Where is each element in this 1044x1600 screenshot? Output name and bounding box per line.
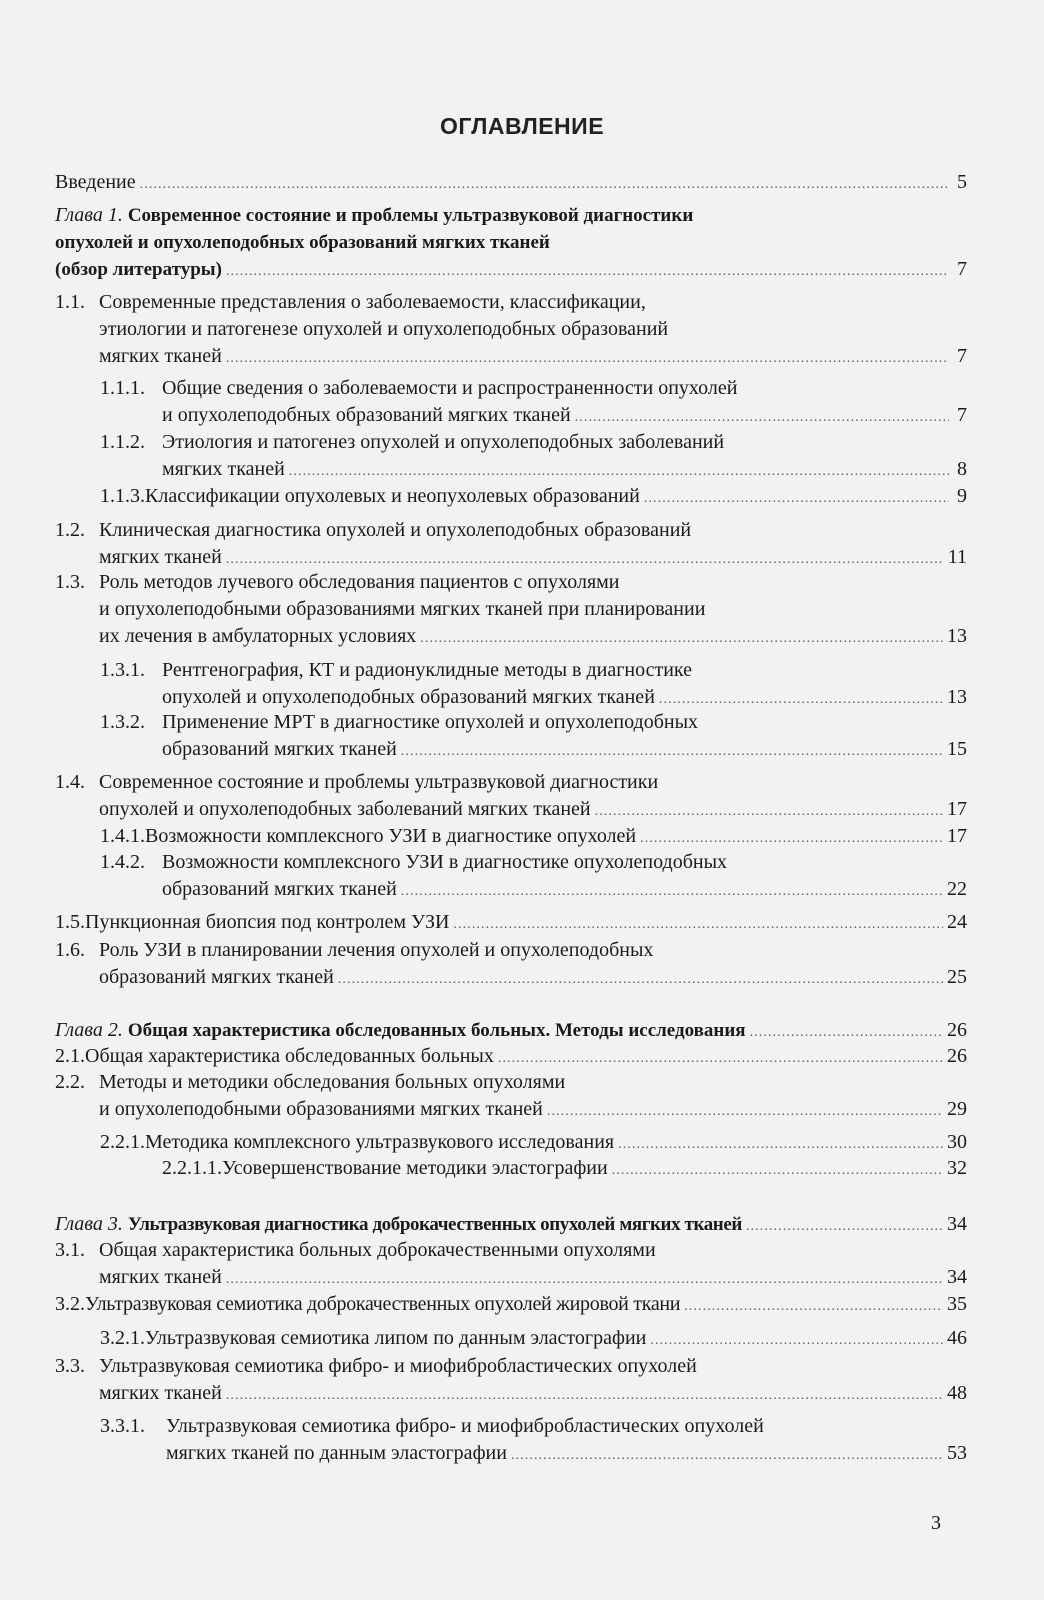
toc-entry-2-2[interactable]: 2.2. Методы и методики обследования больных опухолями и опухолеподобными образованиями мягких тканей . . . 29 bbox=[55, 1069, 967, 1125]
page-ref: 32 bbox=[947, 1157, 967, 1179]
page-ref: 7 bbox=[957, 404, 967, 426]
section-number: 1.3.1. bbox=[100, 659, 145, 681]
dot-leader bbox=[226, 256, 949, 285]
section-number: 3.3.1. bbox=[100, 1415, 145, 1437]
section-number: 3.3. bbox=[55, 1355, 85, 1377]
page-ref: 5 bbox=[957, 171, 967, 193]
toc-entry-1-4-1[interactable]: 1.4.1. Возможности комплексного УЗИ в диагностике опухолей . . . 17 bbox=[100, 823, 967, 852]
toc-entry-2-2-1-1[interactable]: 2.2.1.1. Усовершенствование методики эластографии . . . 32 bbox=[162, 1155, 967, 1184]
toc-entry-1-1-2[interactable]: 1.1.2. Этиология и патогенез опухолей и опухолеподобных заболеваний мягких тканей . . . 8 bbox=[100, 429, 967, 485]
dot-leader bbox=[612, 1155, 943, 1184]
section-number: 1.6. bbox=[55, 939, 85, 961]
section-number: 3.2.1. bbox=[100, 1327, 145, 1349]
toc-entry-1-3-1[interactable]: 1.3.1. Рентгенография, КТ и радионуклидные методы в диагностике опухолей и опухолеподобных образований мягких тканей . . . 13 bbox=[100, 657, 967, 713]
toc-heading: ОГЛАВЛЕНИЕ bbox=[439, 113, 605, 139]
page-ref: 34 bbox=[947, 1213, 967, 1235]
toc-entry-1-3-2[interactable]: 1.3.2. Применение МРТ в диагностике опухолей и опухолеподобных образований мягких тканей . . . 15 bbox=[100, 709, 967, 765]
chapter-title: Современное состояние и проблемы ультразвуковой диагностики bbox=[127, 205, 694, 226]
dot-leader bbox=[289, 456, 949, 485]
dot-leader bbox=[640, 823, 943, 852]
toc-entry-3-3[interactable]: 3.3. Ультразвуковая семиотика фибро- и миофибробластических опухолей мягких тканей . . . 48 bbox=[55, 1353, 967, 1409]
page-number: 3 bbox=[931, 1512, 941, 1534]
section-number: 3.2. bbox=[55, 1293, 85, 1315]
dot-leader bbox=[750, 1017, 943, 1046]
toc-entry-intro[interactable]: Введение . . . 5 bbox=[55, 169, 967, 198]
page-ref: 15 bbox=[947, 738, 967, 760]
toc-entry-3-1[interactable]: 3.1. Общая характеристика больных доброкачественными опухолями мягких тканей . . . 34 bbox=[55, 1237, 967, 1293]
page-ref: 25 bbox=[947, 966, 967, 988]
dot-leader bbox=[226, 343, 949, 372]
section-number: 1.4. bbox=[55, 771, 85, 793]
toc-entry-1-4[interactable]: 1.4. Современное состояние и проблемы ультразвуковой диагностики опухолей и опухолеподобных заболеваний мягких тканей . . . 17 bbox=[55, 769, 967, 825]
dot-leader bbox=[453, 909, 943, 938]
toc-entry-chapter-3[interactable] bbox=[55, 1211, 967, 1240]
page-ref: 7 bbox=[957, 345, 967, 367]
toc-entry-2-1[interactable]: 2.1. Общая характеристика обследованных больных . . . 26 bbox=[55, 1043, 967, 1072]
page-ref: 29 bbox=[947, 1098, 967, 1120]
dot-leader bbox=[226, 1380, 943, 1409]
page-ref: 53 bbox=[947, 1442, 967, 1464]
section-number: 1.4.2. bbox=[100, 851, 145, 873]
section-number: 2.2.1.1. bbox=[162, 1157, 222, 1179]
page-ref: 24 bbox=[947, 911, 967, 933]
section-number: 1.1.1. bbox=[100, 377, 145, 399]
dot-leader bbox=[595, 796, 943, 825]
section-number: 2.1. bbox=[55, 1045, 85, 1067]
toc-entry-1-4-2[interactable]: 1.4.2. Возможности комплексного УЗИ в диагностике опухолеподобных образований мягких тканей . . . 22 bbox=[100, 849, 967, 905]
section-number: 1.5. bbox=[55, 911, 85, 933]
page-ref: 11 bbox=[947, 546, 967, 568]
section-number: 1.1. bbox=[55, 291, 85, 313]
toc-entry-1-2[interactable]: 1.2. Клиническая диагностика опухолей и опухолеподобных образований мягких тканей . . . 11 bbox=[55, 517, 967, 573]
toc-entry-1-5[interactable]: 1.5. Пункционная биопсия под контролем УЗИ . . . 24 bbox=[55, 909, 967, 938]
page-ref: 30 bbox=[947, 1131, 967, 1153]
page-ref: 13 bbox=[947, 686, 967, 708]
section-number: 1.4.1. bbox=[100, 825, 145, 847]
section-number: 3.1. bbox=[55, 1239, 85, 1261]
section-number: 1.3.2. bbox=[100, 711, 145, 733]
page-ref: 35 bbox=[947, 1293, 967, 1315]
page-ref: 22 bbox=[947, 878, 967, 900]
section-number: 2.2. bbox=[55, 1071, 85, 1093]
dot-leader bbox=[575, 402, 949, 431]
toc-entry-1-1[interactable]: 1.1. Современные представления о заболеваемости, классификации, этиологии и патогенезе опухолей и опухолеподобных образований мягких тканей . . . 7 bbox=[55, 289, 967, 372]
dot-leader bbox=[420, 623, 943, 652]
page-ref: 26 bbox=[947, 1019, 967, 1041]
toc-entry-1-6[interactable]: 1.6. Роль УЗИ в планировании лечения опухолей и опухолеподобных образований мягких тканей . . . 25 bbox=[55, 937, 967, 993]
dot-leader bbox=[401, 736, 943, 765]
dot-leader bbox=[650, 1325, 943, 1354]
toc-entry-3-3-1[interactable]: 3.3.1. Ультразвуковая семиотика фибро- и миофибробластических опухолей мягких тканей по данным эластографии . . . 53 bbox=[100, 1413, 967, 1469]
toc-entry-3-2-1[interactable]: 3.2.1. Ультразвуковая семиотика липом по данным эластографии . . . 46 bbox=[100, 1325, 967, 1354]
toc-entry-3-2[interactable]: 3.2. Ультразвуковая семиотика доброкачественных опухолей жировой ткани . . . 35 bbox=[55, 1291, 967, 1320]
dot-leader bbox=[401, 876, 943, 905]
section-number: 1.2. bbox=[55, 519, 85, 541]
page-ref: 8 bbox=[957, 458, 967, 480]
dot-leader bbox=[226, 1264, 943, 1293]
dot-leader bbox=[746, 1211, 943, 1240]
chapter-label: Глава 1. bbox=[55, 204, 123, 226]
toc-entry-1-3[interactable]: 1.3. Роль методов лучевого обследования пациентов с опухолями и опухолеподобными образованиями мягких тканей при планировании их лечения в амбулаторных условиях . . . 13 bbox=[55, 569, 967, 652]
page-ref: 46 bbox=[947, 1327, 967, 1349]
toc-entry-chapter-1[interactable]: Глава 1. Современное состояние и проблемы ультразвуковой диагностики опухолей и опухолеподобных образований мягких тканей (обзор литературы) . . . 7 bbox=[55, 202, 967, 285]
page-ref: 13 bbox=[947, 625, 967, 647]
chapter-title: Общая характеристика обследованных больных. Методы исследования bbox=[127, 1020, 746, 1041]
dot-leader bbox=[618, 1129, 943, 1158]
section-number: 2.2.1. bbox=[100, 1131, 145, 1153]
page-ref: 17 bbox=[947, 825, 967, 847]
page-ref: 9 bbox=[957, 485, 967, 507]
page-ref: 26 bbox=[947, 1045, 967, 1067]
dot-leader bbox=[498, 1043, 943, 1072]
section-number: 1.1.3. bbox=[100, 485, 145, 507]
toc-entry-chapter-2[interactable] bbox=[55, 1017, 967, 1046]
chapter-label: Глава 3. bbox=[55, 1213, 123, 1235]
toc-entry-1-1-3[interactable]: 1.1.3. Классификации опухолевых и неопухолевых образований . . . 9 bbox=[100, 483, 967, 512]
page-ref: 7 bbox=[957, 258, 967, 280]
dot-leader bbox=[140, 169, 949, 198]
toc-entry-1-1-1[interactable]: 1.1.1. Общие сведения о заболеваемости и распространенности опухолей и опухолеподобных образований мягких тканей . . . 7 bbox=[100, 375, 967, 431]
section-number: 1.3. bbox=[55, 571, 85, 593]
dot-leader bbox=[511, 1440, 943, 1469]
page-ref: 48 bbox=[947, 1382, 967, 1404]
dot-leader bbox=[684, 1291, 943, 1320]
dot-leader bbox=[547, 1096, 943, 1125]
page-ref: 34 bbox=[947, 1266, 967, 1288]
toc-entry-2-2-1[interactable]: 2.2.1. Методика комплексного ультразвукового исследования . . . 30 bbox=[100, 1129, 967, 1158]
dot-leader bbox=[644, 483, 949, 512]
chapter-title: Ультразвуковая диагностика доброкачественных опухолей мягких тканей bbox=[127, 1214, 742, 1235]
section-number: 1.1.2. bbox=[100, 431, 145, 453]
chapter-label: Глава 2. bbox=[55, 1019, 123, 1041]
page-ref: 17 bbox=[947, 798, 967, 820]
dot-leader bbox=[338, 964, 943, 993]
